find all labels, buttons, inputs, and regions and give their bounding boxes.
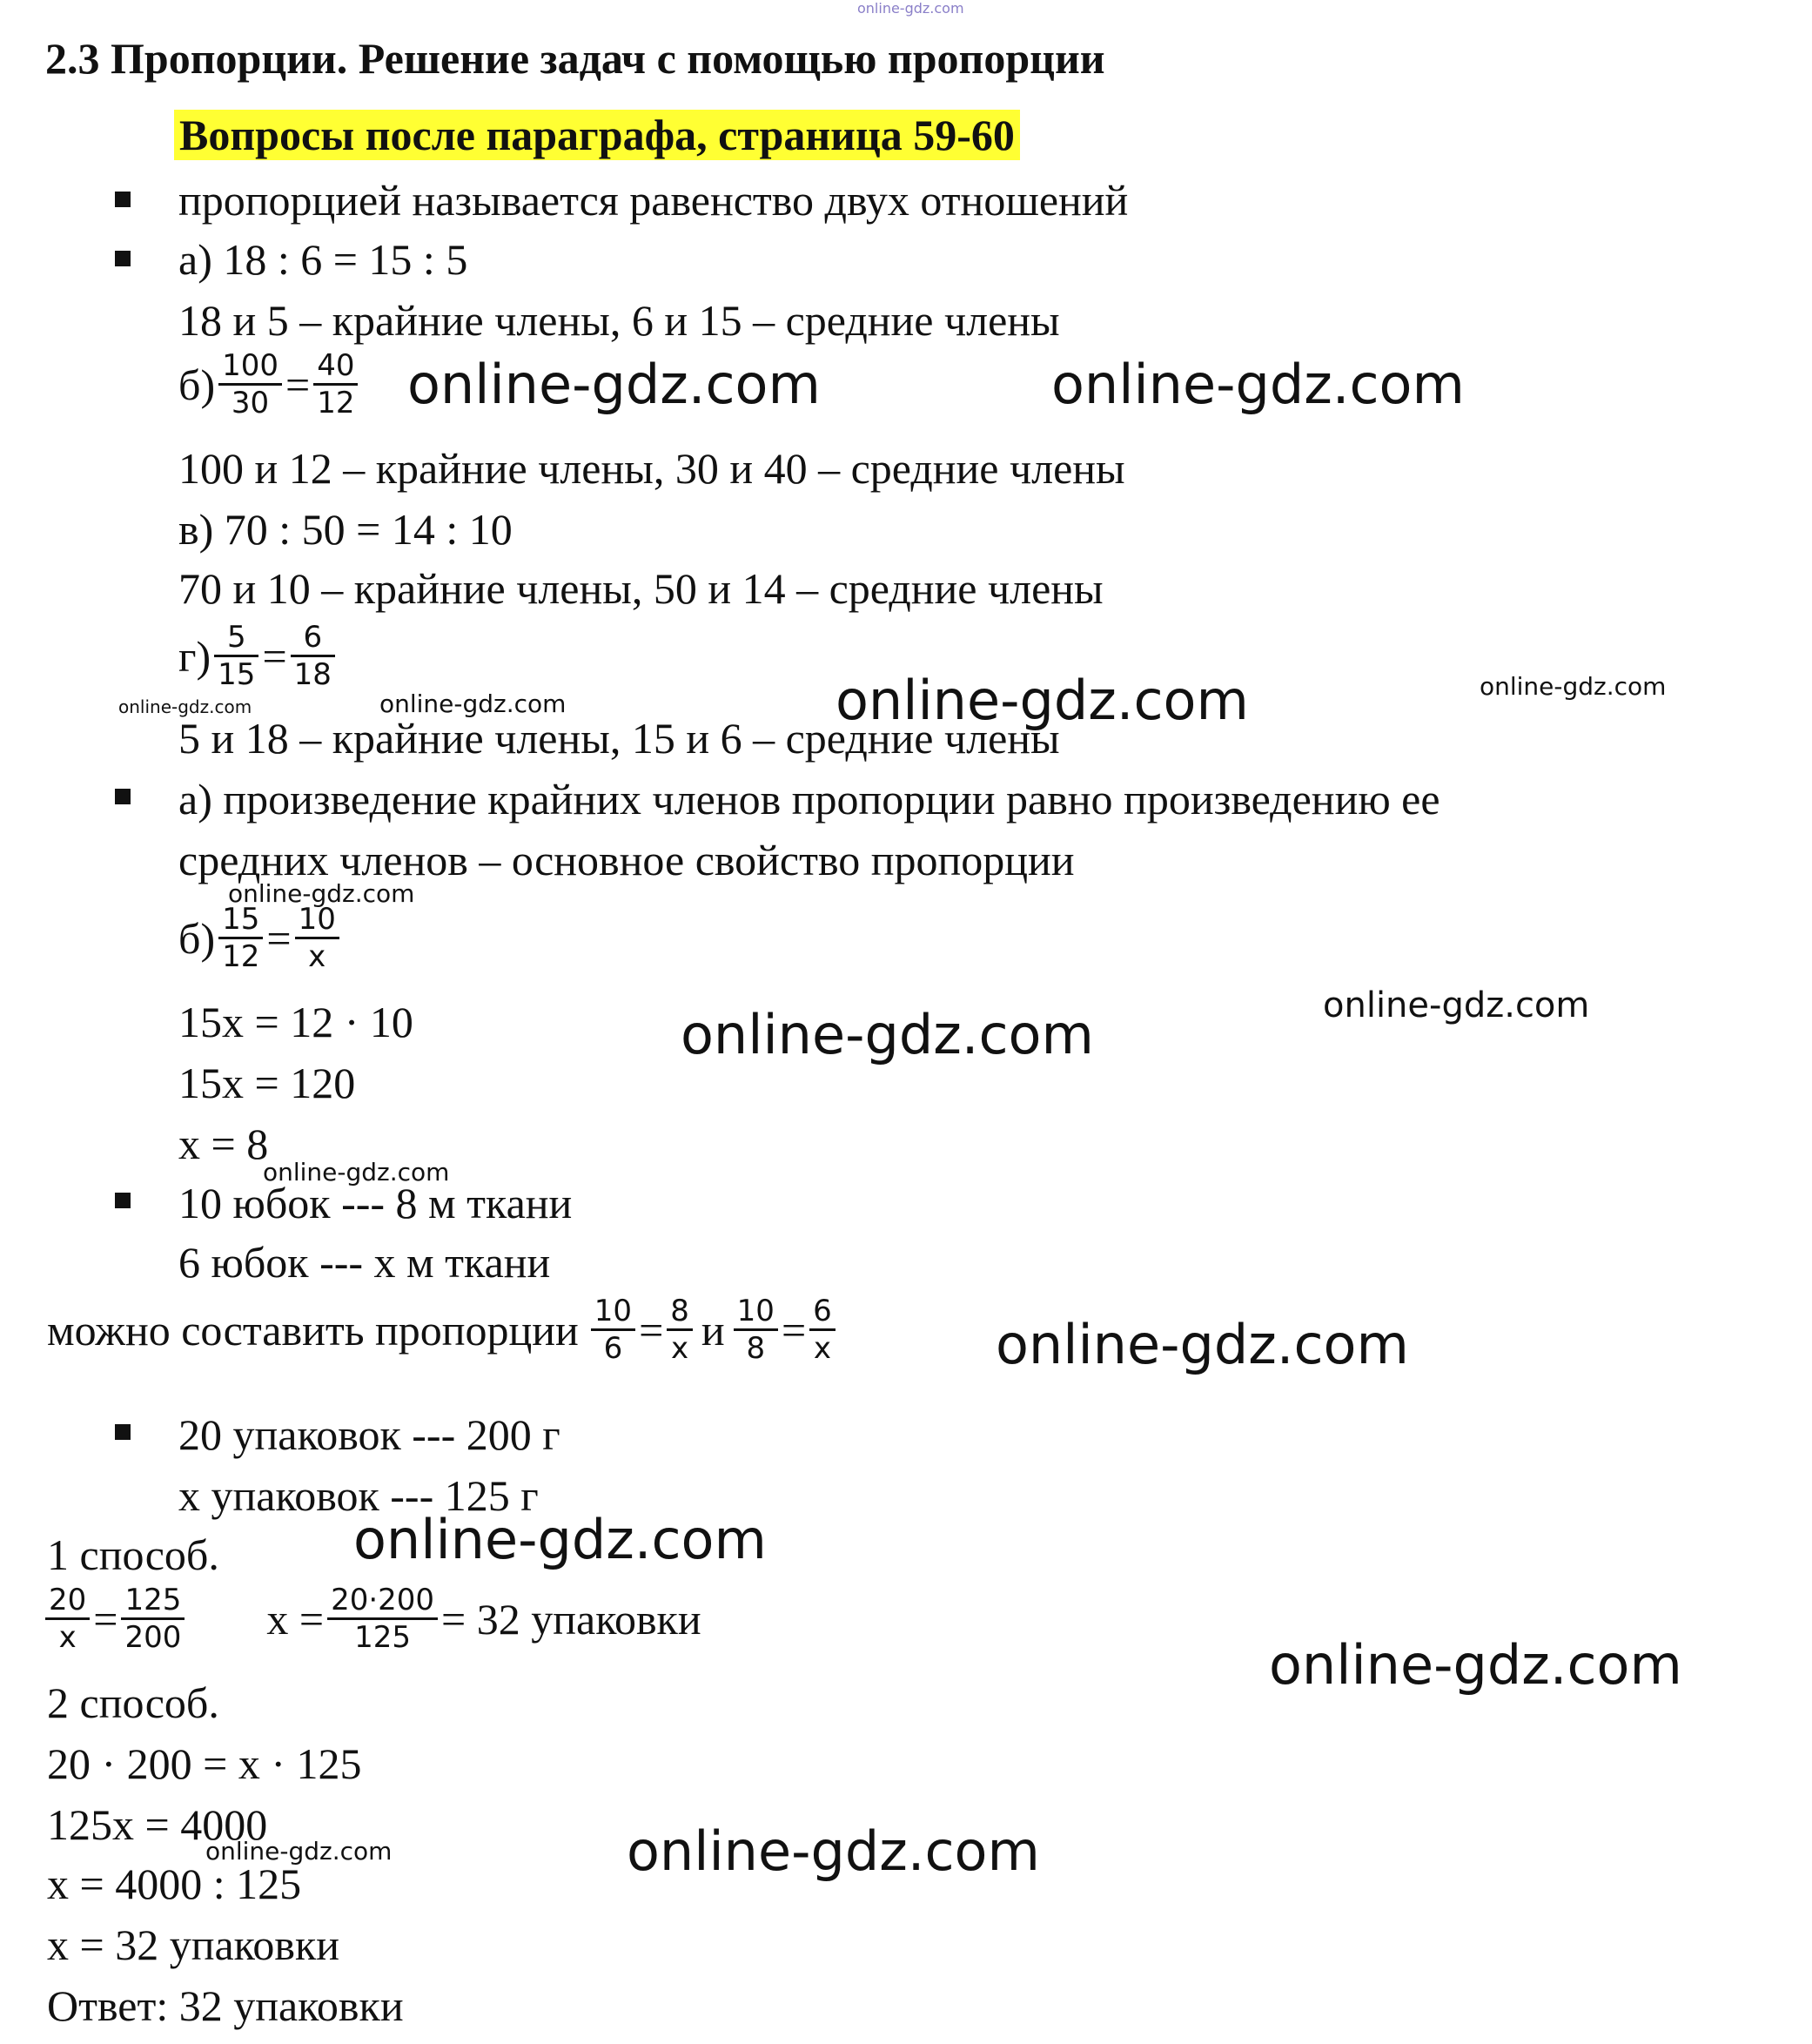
method-1-label: 1 способ. [47,1530,219,1579]
q3-line1: 15x = 12 · 10 [178,998,413,1046]
watermark: online-gdz.com [1269,1633,1682,1697]
bullet [115,251,131,266]
watermark: online-gdz.com [407,353,821,416]
q4-prop-text: можно составить пропорции [47,1305,579,1355]
q4-line1: 10 юбок --- 8 м ткани [178,1179,573,1227]
q3-b-prefix: б) [178,913,216,963]
method-2-label: 2 способ. [47,1678,219,1727]
q2-c: в) 70 : 50 = 14 : 10 [178,505,513,554]
method-1-equation: $\frac{20}{x}$ = $\frac{125}{200}$ x = $\frac{20\cdot 200}{125}$ = 32 упаковки [42,1583,701,1655]
fraction: $\frac{6}{x}$ [809,1294,836,1366]
fraction: $\frac{100}{30}$ [218,348,282,420]
q4-proportions: можно составить пропорции $\frac{10}{6}$ = $\frac{8}{x}$ и $\frac{10}{8}$ = $\frac{6}{x}$ [47,1294,839,1366]
q2-b-note: 100 и 12 – крайние члены, 30 и 40 – средние члены [178,444,1125,493]
method-2-line2: 125x = 4000 [47,1800,268,1849]
q3-a-line1: а) произведение крайних членов пропорции равно произведению ее [178,775,1440,824]
q2-a: а) 18 : 6 = 15 : 5 [178,235,468,284]
bullet [115,192,131,207]
q2-d-prefix: г) [178,631,211,681]
q3-a-line2: средних членов – основное свойство пропорции [178,836,1075,884]
q2-b: б) $\frac{100}{30}$ = $\frac{40}{12}$ [178,348,361,420]
watermark: online-gdz.com [379,689,567,718]
q2-d-note: 5 и 18 – крайние члены, 15 и 6 – средние члены [178,714,1060,763]
fraction: $\frac{20\cdot 200}{125}$ [327,1583,438,1655]
fraction: $\frac{10}{6}$ [591,1294,635,1366]
fraction: $\frac{5}{15}$ [214,620,258,692]
answer-q1: пропорцией называется равенство двух отношений [178,176,1129,225]
watermark: online-gdz.com [681,1003,1094,1066]
q3-b: б) $\frac{15}{12}$ = $\frac{10}{x}$ [178,902,343,974]
q5-line1: 20 упаковок --- 200 г [178,1410,560,1459]
top-watermark: online-gdz.com [857,0,964,17]
q5-line2: x упаковок --- 125 г [178,1471,539,1520]
watermark: online-gdz.com [1323,985,1590,1025]
watermark: online-gdz.com [1051,353,1465,416]
bullet [115,1424,131,1440]
fraction: $\frac{125}{200}$ [121,1583,185,1655]
method-2-line4: x = 32 упаковки [47,1920,340,1969]
fraction: $\frac{40}{12}$ [313,348,358,420]
watermark: online-gdz.com [205,1837,393,1866]
method-2-line1: 20 · 200 = x · 125 [47,1739,362,1788]
fraction: $\frac{10}{8}$ [734,1294,778,1366]
q3-line2: 15x = 120 [178,1059,356,1107]
watermark: online-gdz.com [836,669,1249,732]
q2-a-note: 18 и 5 – крайние члены, 6 и 15 – средние члены [178,296,1060,345]
page-title: 2.3 Пропорции. Решение задач с помощью пропорции [45,34,1105,83]
fraction: $\frac{8}{x}$ [667,1294,693,1366]
watermark: online-gdz.com [627,1819,1040,1883]
watermark: online-gdz.com [996,1313,1409,1376]
fraction: $\frac{10}{x}$ [295,902,339,974]
fraction: $\frac{6}{18}$ [291,620,335,692]
fraction: $\frac{20}{x}$ [45,1583,90,1655]
q3-line3: x = 8 [178,1119,269,1168]
final-answer: Ответ: 32 упаковки [47,1981,404,2030]
watermark: online-gdz.com [118,696,252,717]
q2-b-prefix: б) [178,360,216,409]
watermark: online-gdz.com [1480,672,1667,701]
section-subtitle: Вопросы после параграфа, страница 59-60 [174,110,1020,160]
q4-line2: 6 юбок --- x м ткани [178,1238,551,1287]
fraction: $\frac{15}{12}$ [218,902,263,974]
q2-c-note: 70 и 10 – крайние члены, 50 и 14 – средние члены [178,564,1104,613]
bullet [115,789,131,804]
watermark: online-gdz.com [353,1508,767,1571]
method-2-line3: x = 4000 : 125 [47,1859,302,1908]
bullet [115,1193,131,1208]
q2-d: г) $\frac{5}{15}$ = $\frac{6}{18}$ [178,620,339,692]
watermark: online-gdz.com [263,1158,450,1187]
watermark: online-gdz.com [228,879,415,908]
